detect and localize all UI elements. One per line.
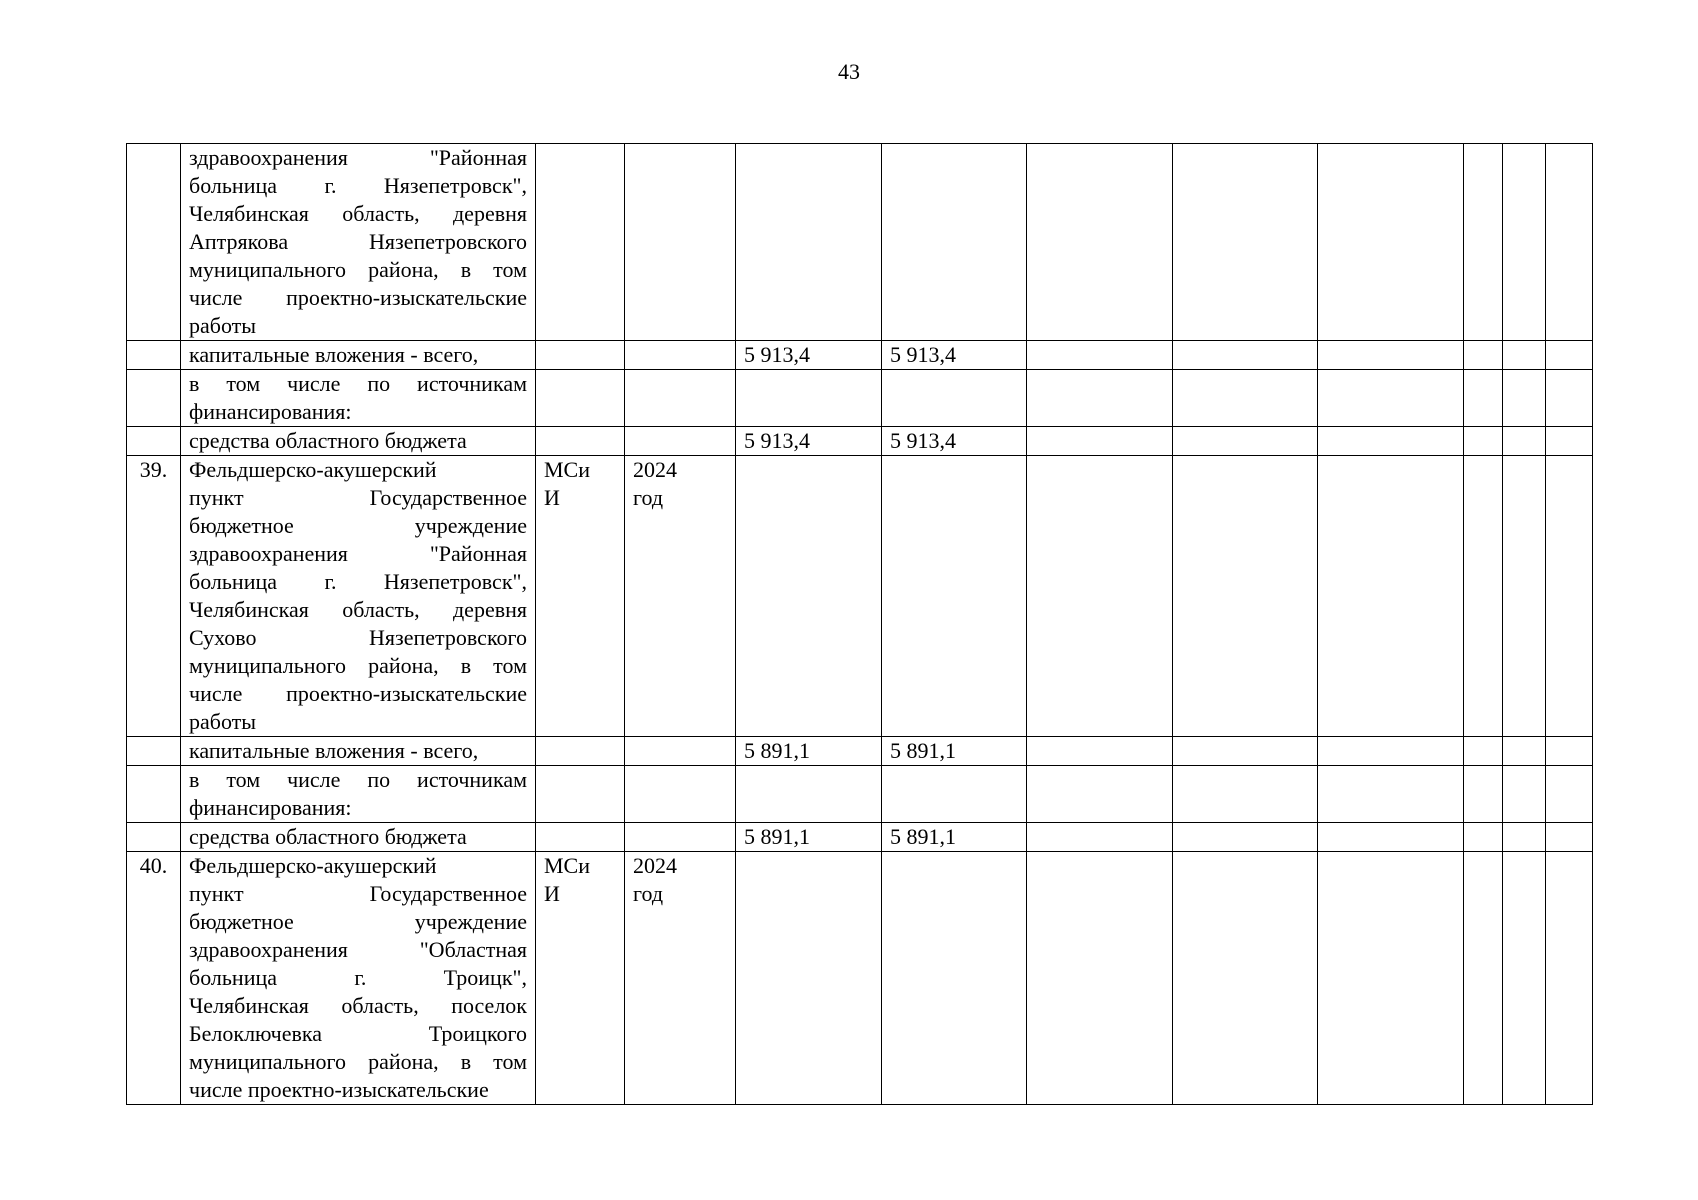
table-row (127, 823, 1593, 852)
text-line: здравоохранения "Областная (189, 937, 527, 962)
empty-cell (1546, 823, 1593, 852)
empty-cell (1503, 370, 1546, 427)
text-line: МСи (544, 457, 591, 482)
object-name-cell: средства областного бюджета (181, 823, 536, 852)
executor-cell (536, 370, 625, 427)
text-line: год (633, 485, 664, 510)
text-line: работы (189, 709, 257, 734)
text-line: Белоключевка Троицкого (189, 1021, 527, 1046)
empty-cell (1027, 144, 1173, 341)
object-name-cell: капитальные вложения - всего, (181, 737, 536, 766)
text-line: здравоохранения "Районная (189, 145, 527, 170)
budget-table (126, 143, 1593, 1105)
executor-cell (536, 341, 625, 370)
empty-cell (1173, 370, 1318, 427)
empty-cell (1318, 852, 1464, 1105)
text-line: Фельдшерско-акушерский (189, 457, 437, 482)
empty-cell (1173, 456, 1318, 737)
empty-cell (1546, 766, 1593, 823)
text-line: бюджетное учреждение (189, 513, 527, 538)
executor-cell (536, 427, 625, 456)
text-line: пункт Государственное (189, 881, 527, 906)
table-row (127, 852, 1593, 1105)
text-line: в том числе по источникам (189, 767, 527, 792)
text-line: Фельдшерско-акушерский (189, 853, 437, 878)
text-line: больница г. Троицк", (189, 965, 527, 990)
amount-2024-cell: 5 891,1 (882, 823, 1027, 852)
year-cell (625, 144, 736, 341)
empty-cell (1318, 737, 1464, 766)
object-name-cell (181, 370, 536, 427)
object-name-cell (181, 766, 536, 823)
empty-cell (1173, 144, 1318, 341)
empty-cell (1027, 456, 1173, 737)
total-amount-cell (736, 370, 882, 427)
text-line: МСи (544, 853, 591, 878)
year-cell (625, 766, 736, 823)
empty-cell (1464, 766, 1503, 823)
text-line: Челябинская область, поселок (189, 993, 527, 1018)
total-amount-cell (736, 456, 882, 737)
text-line: Челябинская область, деревня (189, 201, 527, 226)
empty-cell (1503, 766, 1546, 823)
amount-2024-cell (882, 456, 1027, 737)
row-number-cell: 40. (127, 852, 181, 1105)
row-number-cell (127, 766, 181, 823)
text-line: финансирования: (189, 795, 352, 820)
text-line: 2024 (633, 853, 677, 878)
table-row (127, 766, 1593, 823)
object-name-cell: средства областного бюджета (181, 427, 536, 456)
empty-cell (1546, 370, 1593, 427)
text-line: здравоохранения "Районная (189, 541, 527, 566)
empty-cell (1027, 427, 1173, 456)
row-number-cell (127, 370, 181, 427)
year-cell (625, 341, 736, 370)
text-line: числе проектно-изыскательские (189, 285, 527, 310)
amount-2024-cell (882, 144, 1027, 341)
text-line: 2024 (633, 457, 677, 482)
executor-cell (536, 823, 625, 852)
year-cell (625, 852, 736, 1105)
empty-cell (1027, 370, 1173, 427)
text-line: в том числе по источникам (189, 371, 527, 396)
empty-cell (1464, 370, 1503, 427)
empty-cell (1318, 370, 1464, 427)
empty-cell (1027, 737, 1173, 766)
text-line: финансирования: (189, 399, 352, 424)
text-line: работы (189, 313, 257, 338)
row-number-cell: 39. (127, 456, 181, 737)
text-line: больница г. Нязепетровск", (189, 173, 527, 198)
empty-cell (1173, 823, 1318, 852)
amount-2024-cell: 5 891,1 (882, 737, 1027, 766)
amount-2024-cell: 5 913,4 (882, 341, 1027, 370)
empty-cell (1503, 456, 1546, 737)
empty-cell (1546, 341, 1593, 370)
empty-cell (1464, 427, 1503, 456)
empty-cell (1027, 766, 1173, 823)
page-number: 43 (838, 59, 860, 84)
row-number-cell (127, 427, 181, 456)
object-name-cell (181, 144, 536, 341)
text-line: год (633, 881, 664, 906)
amount-2024-cell (882, 370, 1027, 427)
text-line: муниципального района, в том (189, 257, 527, 282)
empty-cell (1173, 427, 1318, 456)
table-body (127, 144, 1593, 1105)
empty-cell (1464, 456, 1503, 737)
empty-cell (1546, 427, 1593, 456)
total-amount-cell: 5 913,4 (736, 427, 882, 456)
text-line: Аптрякова Нязепетровского (189, 229, 527, 254)
text-line: И (544, 485, 560, 510)
table-row (127, 737, 1593, 766)
text-line: больница г. Нязепетровск", (189, 569, 527, 594)
empty-cell (1546, 144, 1593, 341)
empty-cell (1318, 144, 1464, 341)
amount-2024-cell (882, 852, 1027, 1105)
amount-2024-cell (882, 766, 1027, 823)
year-cell (625, 823, 736, 852)
empty-cell (1318, 456, 1464, 737)
empty-cell (1503, 737, 1546, 766)
total-amount-cell: 5 891,1 (736, 823, 882, 852)
executor-cell (536, 456, 625, 737)
empty-cell (1027, 341, 1173, 370)
object-name-cell (181, 852, 536, 1105)
empty-cell (1027, 852, 1173, 1105)
executor-cell (536, 737, 625, 766)
text-line: Челябинская область, деревня (189, 597, 527, 622)
empty-cell (1318, 427, 1464, 456)
row-number-cell (127, 144, 181, 341)
text-line: числе проектно-изыскательские (189, 1077, 489, 1102)
text-line: муниципального района, в том (189, 653, 527, 678)
empty-cell (1464, 852, 1503, 1105)
amount-2024-cell: 5 913,4 (882, 427, 1027, 456)
text-line: муниципального района, в том (189, 1049, 527, 1074)
text-line: И (544, 881, 560, 906)
empty-cell (1464, 341, 1503, 370)
empty-cell (1503, 144, 1546, 341)
executor-cell (536, 766, 625, 823)
total-amount-cell (736, 852, 882, 1105)
total-amount-cell (736, 144, 882, 341)
empty-cell (1173, 737, 1318, 766)
empty-cell (1173, 852, 1318, 1105)
empty-cell (1546, 737, 1593, 766)
empty-cell (1503, 852, 1546, 1105)
executor-cell (536, 144, 625, 341)
total-amount-cell: 5 913,4 (736, 341, 882, 370)
empty-cell (1464, 823, 1503, 852)
empty-cell (1173, 766, 1318, 823)
row-number-cell (127, 823, 181, 852)
object-name-cell: капитальные вложения - всего, (181, 341, 536, 370)
total-amount-cell: 5 891,1 (736, 737, 882, 766)
year-cell (625, 456, 736, 737)
row-number-cell (127, 737, 181, 766)
executor-cell (536, 852, 625, 1105)
table-row (127, 341, 1593, 370)
empty-cell (1318, 766, 1464, 823)
empty-cell (1503, 823, 1546, 852)
empty-cell (1546, 456, 1593, 737)
empty-cell (1173, 341, 1318, 370)
table-row (127, 370, 1593, 427)
object-name-cell (181, 456, 536, 737)
empty-cell (1464, 144, 1503, 341)
table-row (127, 427, 1593, 456)
year-cell (625, 370, 736, 427)
year-cell (625, 427, 736, 456)
text-line: бюджетное учреждение (189, 909, 527, 934)
text-line: пункт Государственное (189, 485, 527, 510)
total-amount-cell (736, 766, 882, 823)
empty-cell (1546, 852, 1593, 1105)
empty-cell (1027, 823, 1173, 852)
empty-cell (1464, 737, 1503, 766)
row-number-cell (127, 341, 181, 370)
text-line: числе проектно-изыскательские (189, 681, 527, 706)
empty-cell (1318, 341, 1464, 370)
empty-cell (1503, 341, 1546, 370)
text-line: Сухово Нязепетровского (189, 625, 527, 650)
empty-cell (1318, 823, 1464, 852)
empty-cell (1503, 427, 1546, 456)
table-row (127, 144, 1593, 341)
year-cell (625, 737, 736, 766)
table-row (127, 456, 1593, 737)
